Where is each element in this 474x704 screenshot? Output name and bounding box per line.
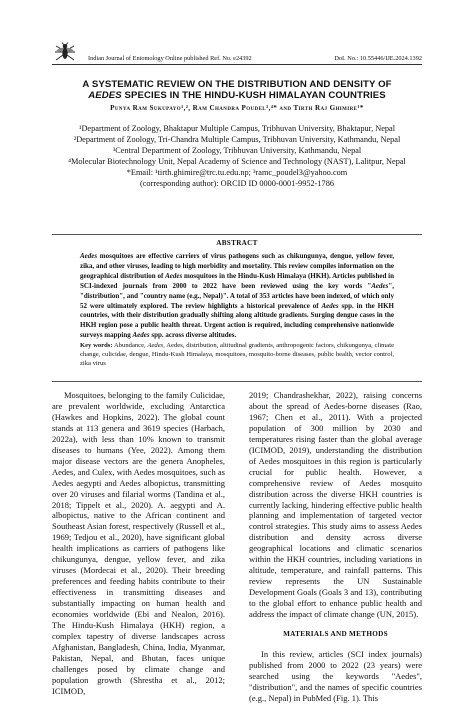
abstract-top-rule: [52, 234, 422, 235]
abstract-segment: spp. across diverse altitudes.: [149, 331, 237, 340]
title-line-1: A SYSTEMATIC REVIEW ON THE DISTRIBUTION AND DENSITY OF: [82, 79, 392, 90]
keywords-segment: Abundance,: [112, 342, 148, 349]
abstract-species: Aedes: [80, 252, 98, 260]
abstract-segment: ", "distribution", and "country name (e.g., Nepal)". A total of 353 articles have been indexed, of which only 52 were ultimately explored. The review highlights a historical prevalence of: [80, 281, 394, 310]
abstract-species: Aedes: [321, 301, 339, 310]
orcid-line: (corresponding author): ORCID ID 0000-0001-9952-1786: [139, 178, 335, 188]
keywords-species: Aedes: [147, 342, 164, 349]
keywords-segment: , Aedes, distribution, altitudinal gradients, anthropogenic factors, chikungunya, climate change, culicidae, dengue, Hindu-Kush Himalaya, mosquitoes, mosquito-borne diseases, public health, vector control, zika virus: [80, 342, 394, 367]
header-divider: [52, 64, 422, 65]
affiliation-1: ¹Department of Zoology, Bhaktapur Multiple Campus, Tribhuvan University, Bhaktapur, Nepal: [78, 124, 396, 133]
intro-left-column: Mosquitoes, belonging to the family Culicidae, are prevalent worldwide, excluding Antarctica (Hawkes and Hopkins, 2022). The global count stands at 113 genera and 3619 species (Harbach, 2022a), with less than 10% known to transmit diseases to humans (Yee, 2022). Among them major disease vectors are the genera Anopheles, Aedes, and Culex, with Aedes mosquitoes, such as Aedes aegypti and Aedes albopictus, transmitting over 20 viruses and filarial worms (Tandina et al., 2018; Tippelt et al., 2020). A. aegypti and A. albopictus, native to the African continent and Southeast Asian forest, respectively (Russell et al., 1969; Tedjou et al., 2020), have significant global health implications as carriers of pathogens like chikungunya, dengue, yellow fever, and zika viruses (Mordecai et al., 2020). Their breeding preferences and feeding habits contribute to their effectiveness in transmitting diseases and substantially impacting on human health and economies worldwide (Ebi and Nealon, 2016). The Hindu-Kush Himalaya (HKH) region, a complex tapestry of diverse landscapes across Afghanistan, Bangladesh, China, India, Myanmar, Pakistan, Nepal, and Bhutan, faces unique challenges posed by climate change and population growth (Shrestha et al., 2012; ICIMOD,: [52, 390, 225, 696]
affiliation-4: ⁴Molecular Biotechnology Unit, Nepal Academy of Science and Technology (NAST), Lalitpur, Nepal: [68, 156, 406, 166]
abstract-segment: mosquitoes in the Hindu-Kush Himalaya (HKH). Articles published in SCI-indexed journals from 2000 to 2022 have been reviewed using the key words ": [80, 271, 394, 290]
abstract-bottom-rule: [52, 381, 422, 382]
affiliations: [40, 124, 434, 189]
abstract-species: Aedes: [132, 331, 150, 340]
mosquito-logo-icon: [52, 42, 78, 64]
contact-email[interactable]: *Email: ¹tirth.ghimire@trc.tu.edu.np; ³ramc_poudel3@yahoo.com: [126, 167, 348, 177]
methods-paragraph: In this review, articles (SCI index journals) published from 2000 to 2022 (23 years) were searched using the keywords "Aedes", "distribution", and the names of specific countries (e.g., Nepal) in PubMed (Fig. 1). This: [249, 648, 422, 703]
abstract-text: [80, 252, 394, 341]
abstract-segment: mosquitoes are effective carriers of virus pathogens such as chikungunya, dengue, yellow fever, zika, and other viruses, leading to high morbidity and mortality. This review compiles information on the geographical distribution of: [80, 252, 394, 280]
title-line-2-rest: SPECIES IN THE HINDU-KUSH HIMALAYAN COUNTRIES: [121, 90, 386, 102]
doi-link[interactable]: DoI. No.: 10.55446/IJE.2024.1392: [334, 55, 422, 62]
title-species: AEDES: [88, 90, 122, 102]
abstract-species: Aedes: [165, 271, 183, 280]
title-line-2: [40, 90, 434, 101]
author-list: Punya Ram Sukupayo¹,², Ram Chandra Poudel³,⁴* and Tirth Raj Ghimire¹*: [110, 104, 364, 112]
section-heading-materials-methods: MATERIALS AND METHODS: [283, 630, 388, 639]
intro-continuation: 2019; Chandrashekhar, 2022), raising concerns about the spread of Aedes-borne diseases (Rao, 1967; Chen et al., 2011). With a projected population of 300 million by 2030 and temperatures rising faster than the global average (ICIMOD, 2019), understanding the distribution of Aedes mosquitoes in this region is particularly crucial for public health. However, a comprehensive review of Aedes mosquito distribution across the diverse HKH countries is currently lacking, hindering effective public health planning and implementation of targeted vector control strategies. This study aims to assess Aedes distribution and density across diverse geographical locations and climatic scenarios within the HKH countries, including variations in altitude, temperature, and rainfall patterns. This review represents the UN Sustainable Development Goals (Goals 3 and 13), contributing to the global effort to enhance public health and address the impact of climate change (UN, 2015).: [249, 390, 422, 620]
journal-reference: Indian Journal of Entomology Online published Ref. No. e24392: [88, 55, 252, 62]
abstract-species: Aedes: [371, 281, 389, 290]
abstract-heading: ABSTRACT: [216, 239, 258, 247]
affiliation-2: ²Department of Zoology, Tri-Chandra Multiple Campus, Tribhuvan University, Kathmandu, Nepal: [73, 134, 401, 144]
abstract-segment: spp. in the HKH countries, with their distribution gradually shifting along altitude gradients. Surging dengue cases in the HKH region pose a public health threat. Urgent action is required, including comprehensive nationwide surveys mapping: [80, 301, 394, 340]
keywords-label: Key words:: [80, 342, 113, 349]
intro-right-column: [249, 390, 422, 704]
paper-title: [40, 79, 434, 102]
keywords: [80, 342, 394, 369]
affiliation-3: ³Central Department of Zoology, Tribhuvan University, Kathmandu, Nepal: [112, 145, 362, 155]
